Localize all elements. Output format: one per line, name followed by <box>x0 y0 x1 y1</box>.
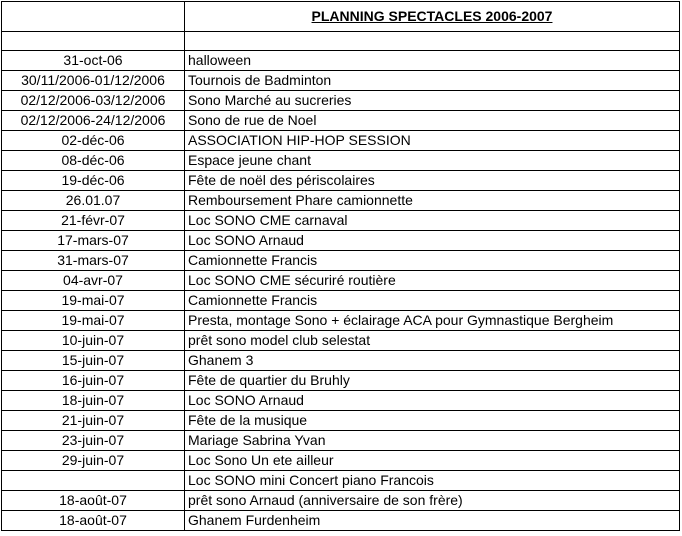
event-cell[interactable]: halloween <box>185 51 680 71</box>
table-row <box>2 371 680 391</box>
table-row <box>2 251 680 271</box>
event-cell[interactable]: Loc SONO Arnaud <box>185 391 680 411</box>
table-row <box>2 151 680 171</box>
title-row <box>2 2 680 32</box>
event-cell[interactable]: prêt sono Arnaud (anniversaire de son frère) <box>185 491 680 511</box>
date-cell[interactable]: 30/11/2006-01/12/2006 <box>2 71 185 91</box>
date-cell[interactable]: 02-déc-06 <box>2 131 185 151</box>
planning-table <box>1 1 680 531</box>
event-cell[interactable]: ASSOCIATION HIP-HOP SESSION <box>185 131 680 151</box>
date-cell[interactable] <box>2 471 185 491</box>
date-cell[interactable]: 18-août-07 <box>2 491 185 511</box>
table-row <box>2 511 680 531</box>
event-cell[interactable]: Ghanem Furdenheim <box>185 511 680 531</box>
table-row <box>2 411 680 431</box>
date-cell[interactable]: 23-juin-07 <box>2 431 185 451</box>
date-cell[interactable]: 15-juin-07 <box>2 351 185 371</box>
event-cell[interactable]: Fête de noël des périscolaires <box>185 171 680 191</box>
date-cell[interactable]: 29-juin-07 <box>2 451 185 471</box>
table-row <box>2 351 680 371</box>
empty-row <box>2 32 680 51</box>
event-cell[interactable]: Fête de quartier du Bruhly <box>185 371 680 391</box>
date-cell[interactable]: 19-mai-07 <box>2 311 185 331</box>
date-cell[interactable]: 10-juin-07 <box>2 331 185 351</box>
planning-table-body <box>2 2 680 531</box>
event-cell[interactable]: Loc SONO CME sécuriré routière <box>185 271 680 291</box>
event-cell[interactable]: Espace jeune chant <box>185 151 680 171</box>
date-cell[interactable]: 26.01.07 <box>2 191 185 211</box>
sheet-title[interactable]: PLANNING SPECTACLES 2006-2007 <box>185 2 680 32</box>
date-cell[interactable]: 19-déc-06 <box>2 171 185 191</box>
table-row <box>2 431 680 451</box>
table-row <box>2 271 680 291</box>
event-cell[interactable]: Loc SONO mini Concert piano Francois <box>185 471 680 491</box>
date-cell[interactable]: 17-mars-07 <box>2 231 185 251</box>
date-cell[interactable]: 02/12/2006-24/12/2006 <box>2 111 185 131</box>
table-row <box>2 91 680 111</box>
empty-event-cell[interactable] <box>185 32 680 51</box>
table-row <box>2 211 680 231</box>
event-cell[interactable]: prêt sono model club selestat <box>185 331 680 351</box>
event-cell[interactable]: Tournois de Badminton <box>185 71 680 91</box>
event-cell[interactable]: Loc SONO CME carnaval <box>185 211 680 231</box>
date-cell[interactable]: 04-avr-07 <box>2 271 185 291</box>
date-cell[interactable]: 21-juin-07 <box>2 411 185 431</box>
table-row <box>2 191 680 211</box>
date-cell[interactable]: 02/12/2006-03/12/2006 <box>2 91 185 111</box>
table-row <box>2 231 680 251</box>
event-cell[interactable]: Presta, montage Sono + éclairage ACA pour Gymnastique Bergheim <box>185 311 680 331</box>
table-row <box>2 171 680 191</box>
table-row <box>2 311 680 331</box>
event-cell[interactable]: Remboursement Phare camionnette <box>185 191 680 211</box>
event-cell[interactable]: Mariage Sabrina Yvan <box>185 431 680 451</box>
event-cell[interactable]: Ghanem 3 <box>185 351 680 371</box>
date-cell[interactable]: 08-déc-06 <box>2 151 185 171</box>
table-row <box>2 451 680 471</box>
event-cell[interactable]: Fête de la musique <box>185 411 680 431</box>
date-cell[interactable]: 19-mai-07 <box>2 291 185 311</box>
event-cell[interactable]: Sono de rue de Noel <box>185 111 680 131</box>
table-row <box>2 111 680 131</box>
event-cell[interactable]: Camionnette Francis <box>185 291 680 311</box>
table-row <box>2 291 680 311</box>
event-cell[interactable]: Sono Marché au sucreries <box>185 91 680 111</box>
date-cell[interactable]: 31-mars-07 <box>2 251 185 271</box>
date-cell[interactable]: 16-juin-07 <box>2 371 185 391</box>
event-cell[interactable]: Loc SONO Arnaud <box>185 231 680 251</box>
table-row <box>2 391 680 411</box>
event-cell[interactable]: Camionnette Francis <box>185 251 680 271</box>
date-cell[interactable]: 18-juin-07 <box>2 391 185 411</box>
date-cell[interactable]: 18-août-07 <box>2 511 185 531</box>
title-empty-cell[interactable] <box>2 2 185 32</box>
table-row <box>2 51 680 71</box>
table-row <box>2 131 680 151</box>
empty-date-cell[interactable] <box>2 32 185 51</box>
event-cell[interactable]: Loc Sono Un ete ailleur <box>185 451 680 471</box>
table-row <box>2 71 680 91</box>
date-cell[interactable]: 21-févr-07 <box>2 211 185 231</box>
date-cell[interactable]: 31-oct-06 <box>2 51 185 71</box>
table-row <box>2 491 680 511</box>
table-row <box>2 331 680 351</box>
table-row <box>2 471 680 491</box>
